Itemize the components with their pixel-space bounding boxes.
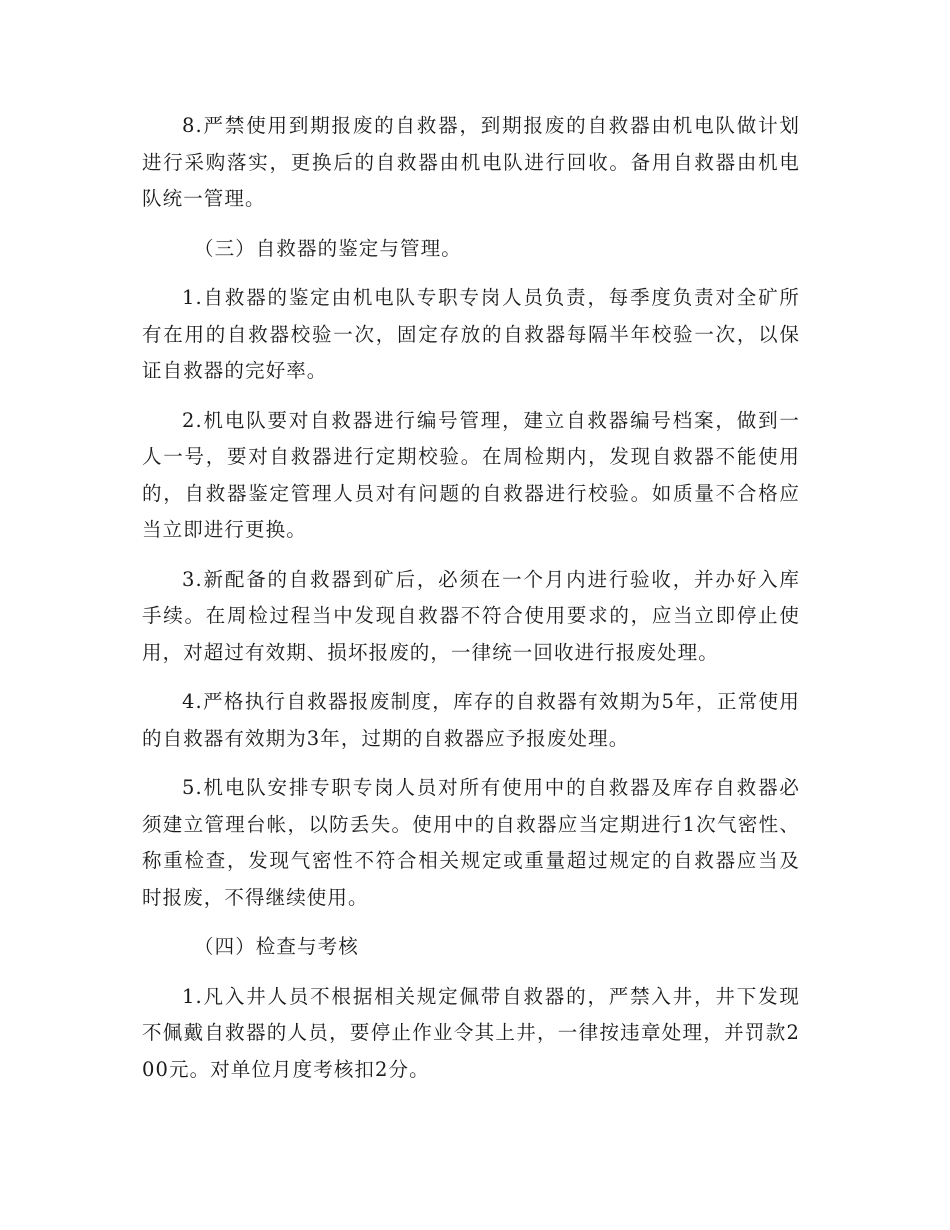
paragraph-3-1: 1.自救器的鉴定由机电队专职专岗人员负责，每季度负责对全矿所有在用的自救器校验一次，固定存放的自救器每隔半年校验一次，以保证自救器的完好率。 (142, 286, 800, 382)
section-heading-4: （四）检查与考核 (194, 935, 359, 958)
paragraph-3-4: 4.严格执行自救器报废制度，库存的自救器有效期为5年，正常使用的自救器有效期为3年，过期的自救器应予报废处理。 (142, 690, 800, 750)
paragraph-3-3: 3.新配备的自救器到矿后，必须在一个月内进行验收，并办好入库手续。在周检过程当中发现自救器不符合使用要求的，应当立即停止使用，对超过有效期、损坏报废的，一律统一回收进行报废处理。 (142, 567, 800, 664)
section-heading-3: （三）自救器的鉴定与管理。 (194, 236, 462, 260)
paragraph-4-1: 1.凡入井人员不根据相关规定佩带自救器的，严禁入井，井下发现不佩戴自救器的人员，要停止作业令其上井，一律按违章处理，并罚款200元。对单位月度考核扣2分。 (142, 984, 800, 1081)
paragraph-3-5: 5.机电队安排专职专岗人员对所有使用中的自救器及库存自救器必须建立管理台帐，以防丢失。使用中的自救器应当定期进行1次气密性、称重检查，发现气密性不符合相关规定或重量超过规定的自救器应当及时报废，不得继续使用。 (142, 776, 800, 909)
paragraph-8: 8.严禁使用到期报废的自救器，到期报废的自救器由机电队做计划进行采购落实，更换后的自救器由机电队进行回收。备用自救器由机电队统一管理。 (142, 114, 800, 210)
paragraph-3-2: 2.机电队要对自救器进行编号管理，建立自救器编号档案，做到一人一号，要对自救器进行定期校验。在周检期内，发现自救器不能使用的，自救器鉴定管理人员对有问题的自救器进行校验。如质量不合格应当立即进行更换。 (142, 408, 800, 541)
